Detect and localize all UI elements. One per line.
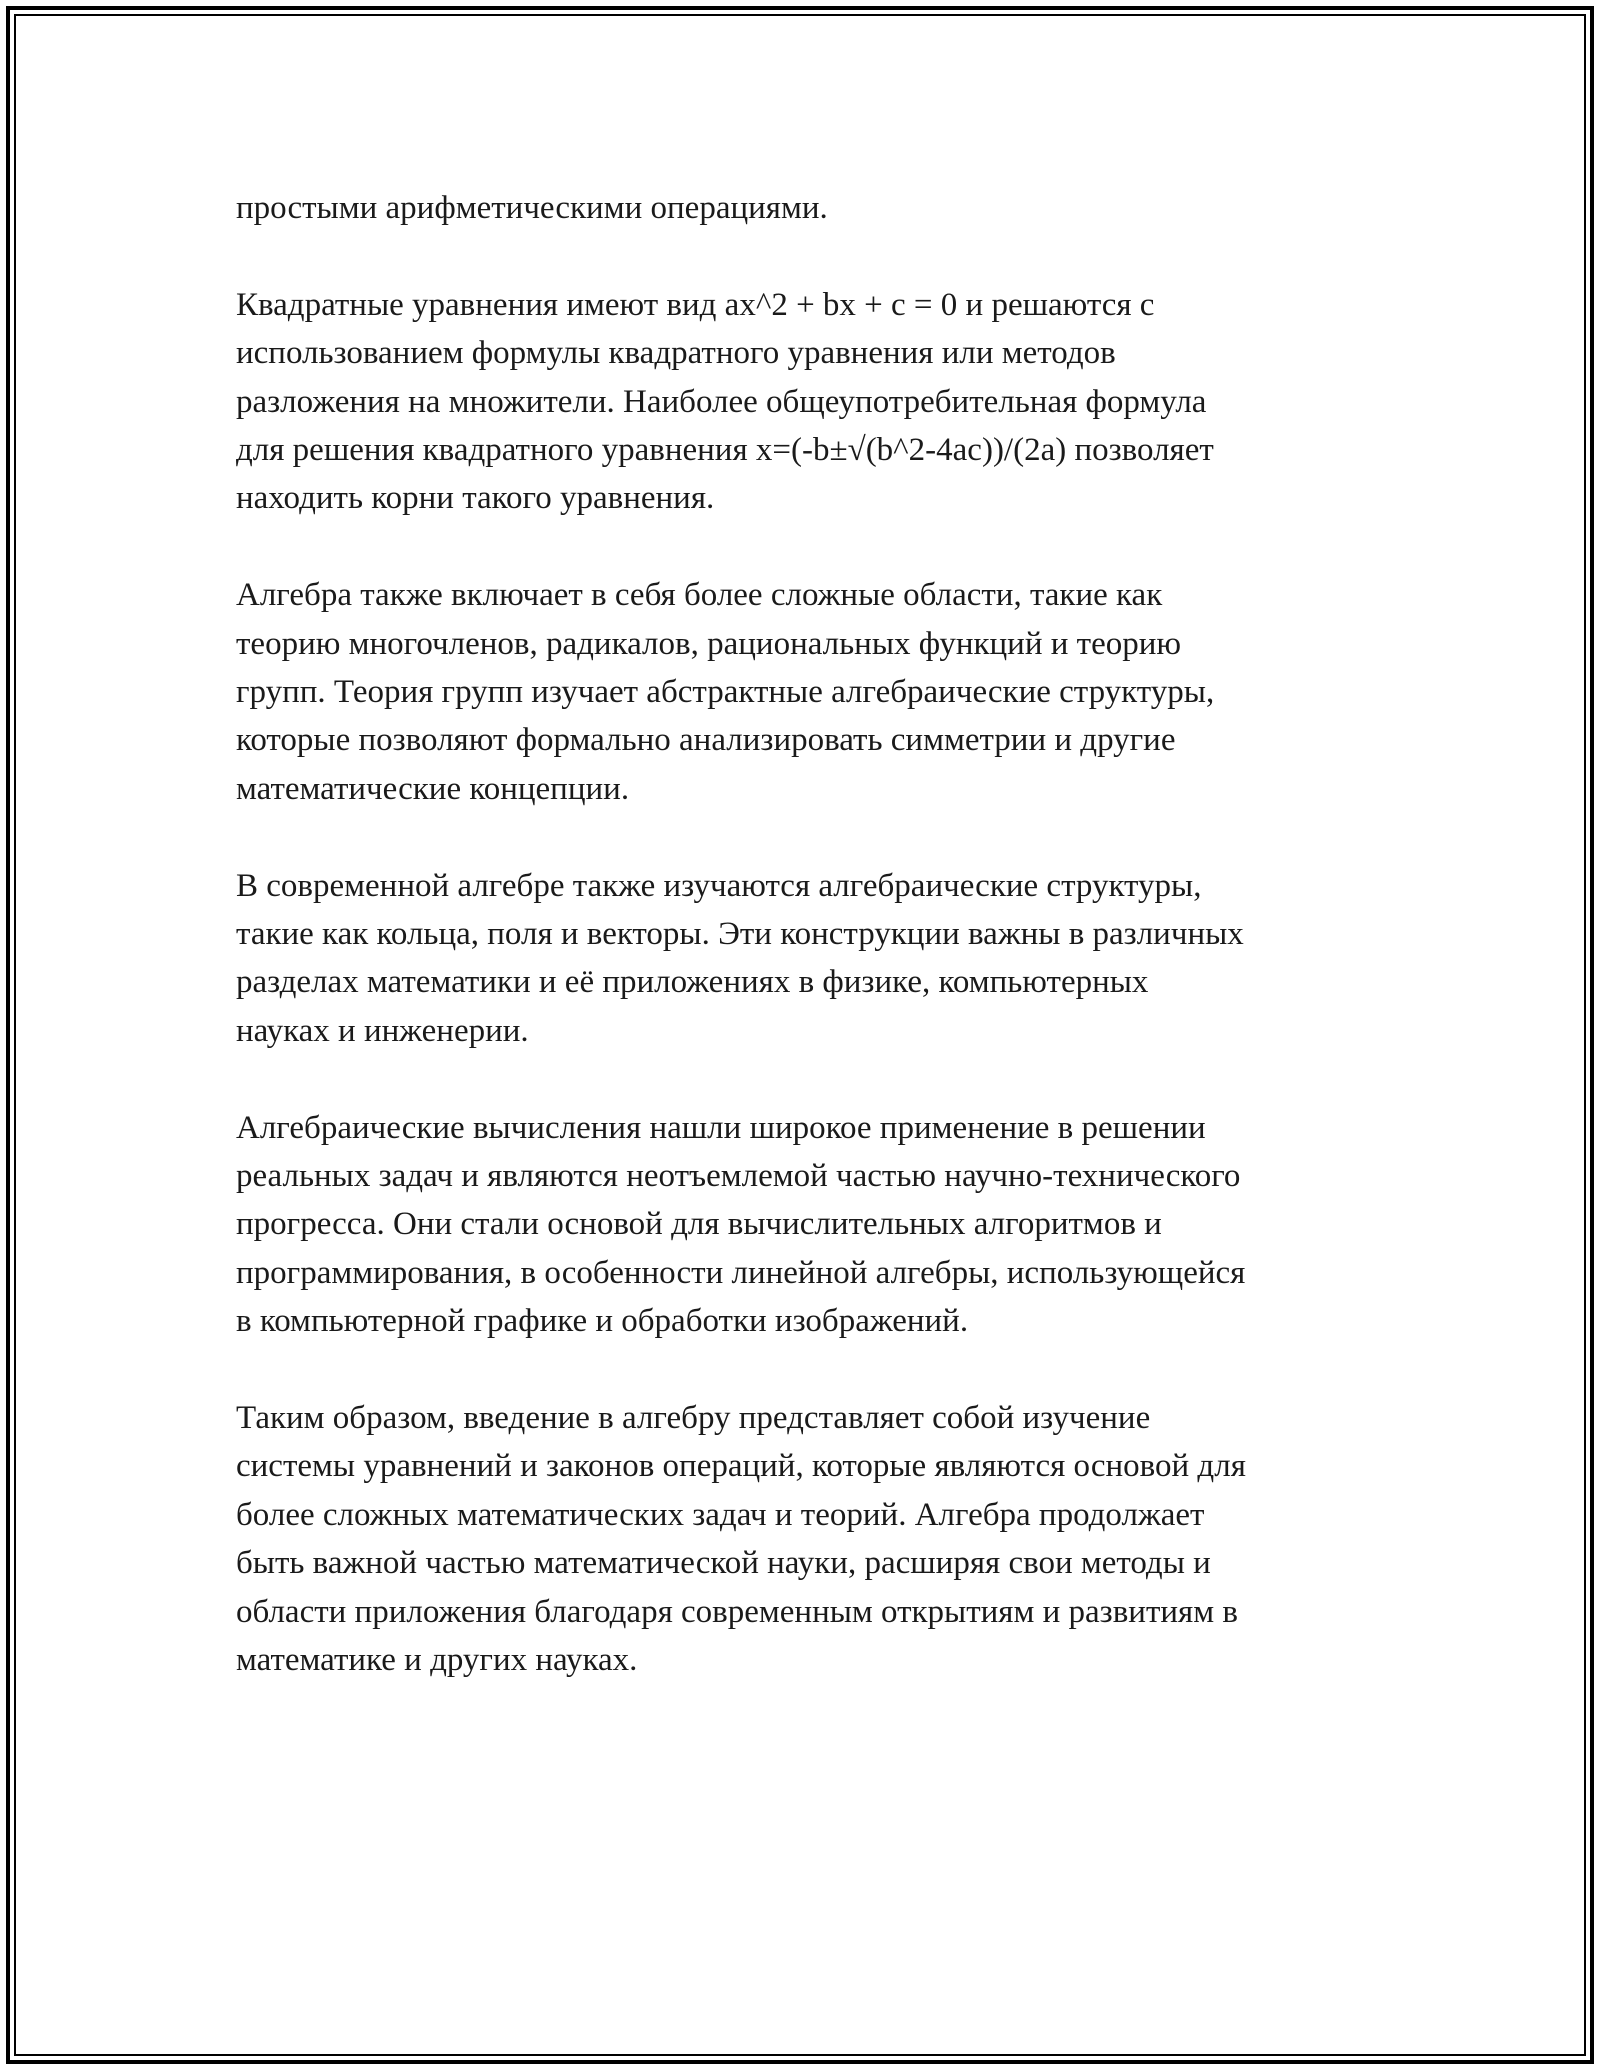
text-line: находить корни такого уравнения.: [236, 480, 715, 517]
text-line: более сложных математических задач и теорий. Алгебра продолжает: [236, 1496, 1205, 1533]
text-line: такие как кольца, поля и векторы. Эти конструкции важны в различных: [236, 916, 1244, 953]
text-line: Алгебраические вычисления нашли широкое применение в решении: [236, 1109, 1206, 1146]
text-line: Алгебра также включает в себя более сложные области, такие как: [236, 577, 1163, 614]
text-line: групп. Теория групп изучает абстрактные алгебраические структуры,: [236, 674, 1215, 711]
text-line: области приложения благодаря современным открытиям и развитиям в: [236, 1593, 1238, 1630]
text-line: математические концепции.: [236, 770, 630, 807]
text-line: в компьютерной графике и обработки изображений.: [236, 1303, 969, 1340]
text-line: которые позволяют формально анализировать симметрии и другие: [236, 722, 1176, 759]
text-line: Таким образом, введение в алгебру представляет собой изучение: [236, 1400, 1151, 1437]
text-line: системы уравнений и законов операций, которые являются основой для: [236, 1448, 1246, 1485]
paragraph-gap: [236, 523, 1396, 571]
text-line: В современной алгебре также изучаются алгебраические структуры,: [236, 867, 1202, 904]
text-line: программирования, в особенности линейной алгебры, использующейся: [236, 1254, 1246, 1291]
text-line: математике и других науках.: [236, 1642, 638, 1679]
paragraph-gap: [236, 813, 1396, 861]
text-line: для решения квадратного уравнения x=(-b±√(b^2-4ac))/(2a) позволяет: [236, 432, 1214, 469]
text-line: простыми арифметическими операциями.: [236, 190, 828, 226]
text-line: разделах математики и её приложениях в физике, компьютерных: [236, 964, 1149, 1001]
paragraph-gap: [236, 232, 1396, 280]
text-line: теорию многочленов, радикалов, рациональных функций и теорию: [236, 625, 1182, 662]
document-body: [236, 184, 1396, 1685]
text-line: науках и инженерии.: [236, 1012, 529, 1049]
text-line: разложения на множители. Наиболее общеупотребительная формула: [236, 383, 1207, 420]
text-line: реальных задач и являются неотъемлемой частью научно-технического: [236, 1158, 1241, 1195]
text-line: использованием формулы квадратного уравнения или методов: [236, 335, 1116, 372]
paragraph-gap: [236, 1346, 1396, 1394]
text-line: Квадратные уравнения имеют вид ax^2 + bx + c = 0 и решаются с: [236, 286, 1155, 323]
text-line: быть важной частью математической науки, расширяя свои методы и: [236, 1545, 1211, 1582]
text-line: прогресса. Они стали основой для вычислительных алгоритмов и: [236, 1206, 1162, 1243]
paragraph-gap: [236, 1055, 1396, 1103]
